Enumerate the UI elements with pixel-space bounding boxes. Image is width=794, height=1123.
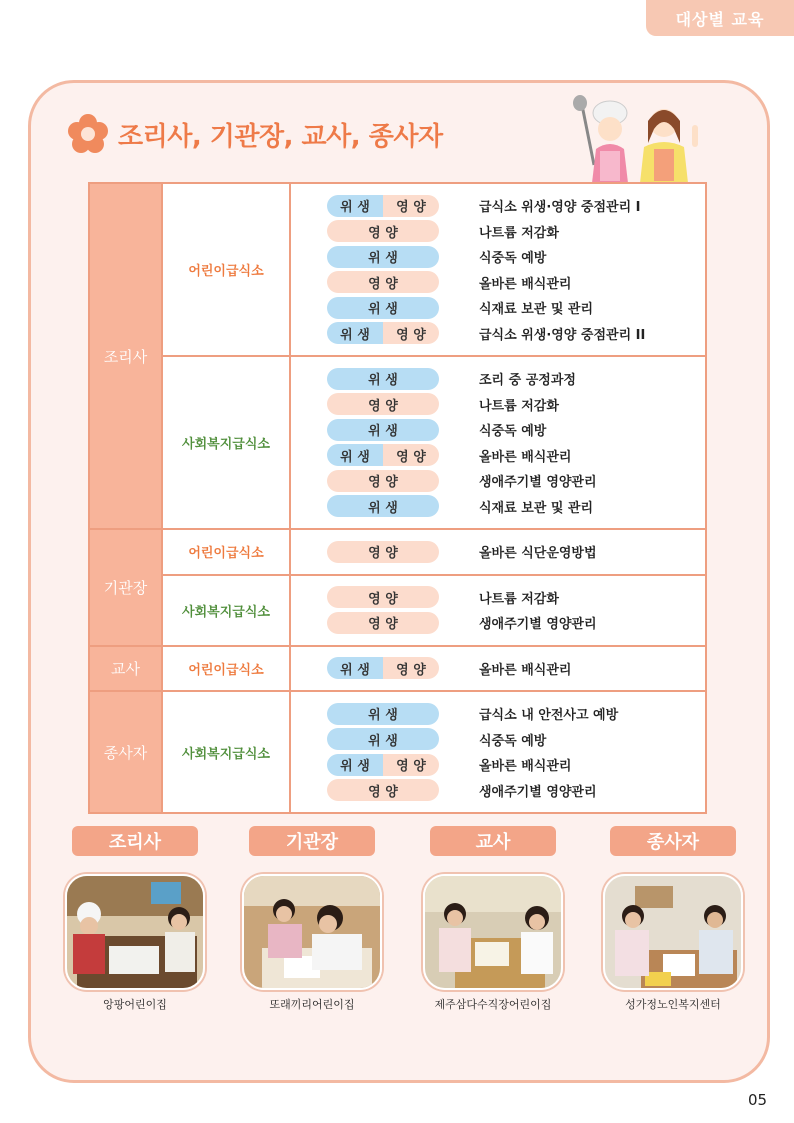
photo-label: 종사자 xyxy=(610,826,736,856)
nutrition-tag: 영 양 xyxy=(327,586,439,608)
institution-cell: 어린이급식소 xyxy=(162,646,290,692)
program-row xyxy=(291,610,705,636)
photo-label: 기관장 xyxy=(249,826,375,856)
category-tag xyxy=(327,728,439,750)
category-tag xyxy=(327,779,439,801)
target-group-cell: 조리사 xyxy=(89,183,162,529)
hygiene-tag: 위 생 xyxy=(327,419,439,441)
nutrition-tag: 영 양 xyxy=(383,322,439,344)
photo-card-cook xyxy=(60,826,210,1012)
category-tag xyxy=(327,322,439,344)
program-row xyxy=(291,366,705,392)
category-tag xyxy=(327,703,439,725)
program-row xyxy=(291,219,705,245)
category-tab: 대상별 교육 xyxy=(646,0,794,36)
category-tag xyxy=(327,586,439,608)
program-row xyxy=(291,494,705,520)
program-row xyxy=(291,701,705,727)
category-tag xyxy=(327,393,439,415)
course-title: 나트륨 저감화 xyxy=(479,225,559,241)
page-number: 05 xyxy=(748,1091,768,1109)
section-heading xyxy=(68,114,443,154)
hygiene-tag: 위 생 xyxy=(327,246,439,268)
course-title: 급식소 위생·영양 중점관리 I xyxy=(479,200,641,216)
table-row xyxy=(89,646,706,692)
target-group-cell: 교사 xyxy=(89,646,162,692)
table-row xyxy=(89,575,706,646)
hygiene-tag: 위 생 xyxy=(327,322,383,344)
category-tag xyxy=(327,495,439,517)
institution-cell: 어린이급식소 xyxy=(162,183,290,356)
education-photo-director xyxy=(242,874,382,990)
course-title: 조리 중 공정과정 xyxy=(479,373,576,389)
course-title: 식재료 보관 및 관리 xyxy=(479,500,594,516)
photo-caption: 제주삼다수직장어린이집 xyxy=(434,998,552,1011)
program-cell xyxy=(290,356,706,529)
hygiene-tag: 위 생 xyxy=(327,728,439,750)
program-row xyxy=(291,752,705,778)
program-cell xyxy=(290,646,706,692)
hygiene-tag: 위 생 xyxy=(327,495,439,517)
hygiene-tag: 위 생 xyxy=(327,444,383,466)
education-photo-worker xyxy=(603,874,743,990)
photo-gallery xyxy=(60,826,750,1016)
table-row xyxy=(89,356,706,529)
category-tag xyxy=(327,754,439,776)
nutrition-tag: 영 양 xyxy=(327,779,439,801)
photo-card-director xyxy=(237,826,387,1012)
hygiene-tag: 위 생 xyxy=(327,195,383,217)
course-title: 식중독 예방 xyxy=(479,251,547,267)
nutrition-tag: 영 양 xyxy=(327,541,439,563)
flower-icon xyxy=(68,114,108,154)
category-tag xyxy=(327,297,439,319)
program-row xyxy=(291,193,705,219)
category-tag xyxy=(327,195,439,217)
table-row xyxy=(89,691,706,813)
course-title: 급식소 내 안전사고 예방 xyxy=(479,708,619,724)
nutrition-tag: 영 양 xyxy=(383,444,439,466)
education-photo-teacher xyxy=(423,874,563,990)
photo-card-worker xyxy=(598,826,748,1012)
page-title: 조리사, 기관장, 교사, 종사자 xyxy=(118,121,443,152)
nutrition-tag: 영 양 xyxy=(327,271,439,293)
hygiene-tag: 위 생 xyxy=(327,297,439,319)
nutrition-tag: 영 양 xyxy=(383,657,439,679)
photo-caption: 앙팡어린이집 xyxy=(103,998,167,1011)
education-photo-cook xyxy=(65,874,205,990)
program-row xyxy=(291,539,705,565)
program-row xyxy=(291,392,705,418)
course-title: 올바른 배식관리 xyxy=(479,276,572,292)
hygiene-tag: 위 생 xyxy=(327,368,439,390)
course-title: 올바른 식단운영방법 xyxy=(479,546,597,562)
program-row xyxy=(291,321,705,347)
category-tag xyxy=(327,470,439,492)
category-tag xyxy=(327,657,439,679)
nutrition-tag: 영 양 xyxy=(327,393,439,415)
institution-cell: 사회복지급식소 xyxy=(162,691,290,813)
category-tag xyxy=(327,220,439,242)
photo-caption: 또래끼리어린이집 xyxy=(269,998,355,1011)
course-title: 나트륨 저감화 xyxy=(479,591,559,607)
course-title: 생애주기별 영양관리 xyxy=(479,475,597,491)
program-row xyxy=(291,585,705,611)
course-title: 올바른 배식관리 xyxy=(479,759,572,775)
institution-cell: 사회복지급식소 xyxy=(162,575,290,646)
category-tag xyxy=(327,246,439,268)
course-title: 급식소 위생·영양 중점관리 II xyxy=(479,327,646,343)
category-tag xyxy=(327,419,439,441)
course-title: 올바른 배식관리 xyxy=(479,449,572,465)
category-tag xyxy=(327,271,439,293)
photo-label: 조리사 xyxy=(72,826,198,856)
program-row xyxy=(291,443,705,469)
program-row xyxy=(291,727,705,753)
program-row xyxy=(291,244,705,270)
target-group-cell: 종사자 xyxy=(89,691,162,813)
institution-cell: 사회복지급식소 xyxy=(162,356,290,529)
program-cell xyxy=(290,529,706,575)
institution-cell: 어린이급식소 xyxy=(162,529,290,575)
program-row xyxy=(291,270,705,296)
hygiene-tag: 위 생 xyxy=(327,754,383,776)
category-tag xyxy=(327,541,439,563)
course-title: 식재료 보관 및 관리 xyxy=(479,302,594,318)
course-title: 식중독 예방 xyxy=(479,424,547,440)
program-row xyxy=(291,295,705,321)
target-group-cell: 기관장 xyxy=(89,529,162,646)
table-row xyxy=(89,529,706,575)
nutrition-tag: 영 양 xyxy=(383,754,439,776)
program-row xyxy=(291,417,705,443)
table-row xyxy=(89,183,706,356)
course-title: 나트륨 저감화 xyxy=(479,398,559,414)
program-cell xyxy=(290,575,706,646)
nutrition-tag: 영 양 xyxy=(383,195,439,217)
category-tag xyxy=(327,368,439,390)
program-cell xyxy=(290,691,706,813)
nutrition-tag: 영 양 xyxy=(327,612,439,634)
course-title: 올바른 배식관리 xyxy=(479,662,572,678)
course-title: 생애주기별 영양관리 xyxy=(479,784,597,800)
course-title: 식중독 예방 xyxy=(479,733,547,749)
photo-caption: 성가정노인복지센터 xyxy=(625,998,721,1011)
nutrition-tag: 영 양 xyxy=(327,470,439,492)
course-title: 생애주기별 영양관리 xyxy=(479,617,597,633)
photo-label: 교사 xyxy=(430,826,556,856)
hygiene-tag: 위 생 xyxy=(327,703,439,725)
photo-card-teacher xyxy=(418,826,568,1012)
cooks-illustration xyxy=(568,95,708,183)
category-tag xyxy=(327,612,439,634)
hygiene-tag: 위 생 xyxy=(327,657,383,679)
program-row xyxy=(291,778,705,804)
category-tag xyxy=(327,444,439,466)
education-table xyxy=(88,182,707,814)
program-cell xyxy=(290,183,706,356)
program-row xyxy=(291,468,705,494)
program-row xyxy=(291,656,705,682)
nutrition-tag: 영 양 xyxy=(327,220,439,242)
